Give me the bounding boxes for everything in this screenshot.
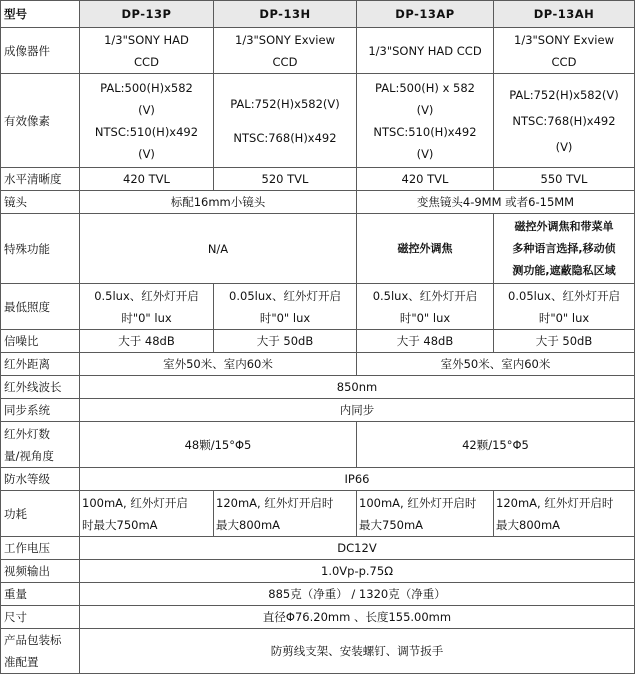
cell-waterproof: IP66 — [80, 468, 635, 491]
cell-text: 1/3"SONY Exview — [235, 32, 335, 47]
cell-text: 最大800mA — [496, 517, 561, 532]
cell-power-h — [214, 491, 357, 537]
cell-size: 直径Φ76.20mm 、长度155.00mm — [80, 606, 635, 629]
row-lens — [1, 191, 635, 214]
cell-min-lux-ap — [357, 284, 494, 330]
cell-text: 多种语言选择,移动侦 — [512, 241, 616, 255]
row-ir-wavelength — [1, 376, 635, 399]
row-sensor — [1, 28, 635, 74]
row-package — [1, 629, 635, 674]
cell-snr-p: 大于 48dB — [80, 330, 214, 353]
cell-video-out: 1.0Vp-p.75Ω — [80, 560, 635, 583]
cell-sync: 内同步 — [80, 399, 635, 422]
row-ir-distance — [1, 353, 635, 376]
cell-text: 红外灯数 — [4, 426, 50, 441]
cell-sensor-ah — [494, 28, 635, 74]
row-label-voltage: 工作电压 — [1, 537, 80, 560]
row-snr — [1, 330, 635, 353]
model-dp-13p: DP-13P — [80, 1, 214, 28]
cell-ir-leds-left: 48颗/15°Φ5 — [80, 422, 357, 468]
row-weight — [1, 583, 635, 606]
cell-text: 1/3"SONY Exview — [514, 32, 614, 47]
cell-lens-zoom: 变焦镜头4-9MM 或者6-15MM — [357, 191, 635, 214]
cell-text: 测功能,遮蔽隐私区域 — [512, 263, 616, 277]
row-label-resolution: 水平清晰度 — [1, 168, 80, 191]
cell-text: 时"0" lux — [538, 310, 590, 325]
cell-text: PAL:752(H)x582(V) — [509, 87, 619, 102]
cell-power-ap — [357, 491, 494, 537]
header-row — [1, 1, 635, 28]
model-dp-13ap: DP-13AP — [357, 1, 494, 28]
cell-text: CCD — [134, 54, 159, 69]
cell-ir-wavelength: 850nm — [80, 376, 635, 399]
cell-text: 时"0" lux — [399, 310, 451, 325]
cell-text: (V) — [138, 146, 155, 161]
cell-text: 120mA, 红外灯开启时 — [216, 495, 334, 510]
cell-ir-distance-left: 室外50米、室内60米 — [80, 353, 357, 376]
model-dp-13h: DP-13H — [214, 1, 357, 28]
cell-sensor-ap: 1/3"SONY HAD CCD — [357, 28, 494, 74]
cell-sensor-h — [214, 28, 357, 74]
model-dp-13ah: DP-13AH — [494, 1, 635, 28]
cell-text: NTSC:768(H)x492 — [512, 113, 616, 128]
cell-min-lux-p — [80, 284, 214, 330]
row-label-ir-distance: 红外距离 — [1, 353, 80, 376]
row-label-package — [1, 629, 80, 674]
row-label-video-out: 视频输出 — [1, 560, 80, 583]
row-label-weight: 重量 — [1, 583, 80, 606]
row-video-out — [1, 560, 635, 583]
cell-lens-fixed: 标配16mm小镜头 — [80, 191, 357, 214]
cell-text: 100mA, 红外灯开启时 — [359, 495, 477, 510]
cell-text: 最大800mA — [216, 517, 281, 532]
cell-text: 产品包装标 — [4, 633, 62, 647]
row-label-waterproof: 防水等级 — [1, 468, 80, 491]
row-label-ir-wavelength: 红外线波长 — [1, 376, 80, 399]
cell-weight: 885克（净重） / 1320克（净重） — [80, 583, 635, 606]
cell-sensor-p — [80, 28, 214, 74]
row-label-sync: 同步系统 — [1, 399, 80, 422]
cell-text: (V) — [138, 102, 155, 117]
cell-text: 120mA, 红外灯开启时 — [496, 495, 614, 510]
row-min-lux — [1, 284, 635, 330]
cell-pixels-ap — [357, 74, 494, 168]
cell-min-lux-ah — [494, 284, 635, 330]
row-waterproof — [1, 468, 635, 491]
cell-text: 时最大750mA — [82, 517, 158, 532]
cell-voltage: DC12V — [80, 537, 635, 560]
cell-text: 量/视角度 — [4, 448, 54, 463]
row-sync — [1, 399, 635, 422]
row-size — [1, 606, 635, 629]
row-power — [1, 491, 635, 537]
row-label-ir-leds — [1, 422, 80, 468]
cell-text: 0.05lux、红外灯开启 — [508, 288, 620, 303]
cell-text: 磁控外调焦和带菜单 — [514, 219, 614, 233]
row-label-model: 型号 — [1, 1, 80, 28]
cell-text: PAL:500(H) x 582 — [375, 80, 475, 95]
cell-snr-ah: 大于 50dB — [494, 330, 635, 353]
cell-text: NTSC:768(H)x492 — [233, 130, 337, 145]
cell-snr-h: 大于 50dB — [214, 330, 357, 353]
cell-resolution-p: 420 TVL — [80, 168, 214, 191]
cell-text: (V) — [555, 139, 573, 154]
cell-text: 0.05lux、红外灯开启 — [229, 288, 341, 303]
cell-text: 时"0" lux — [121, 310, 172, 325]
cell-min-lux-h — [214, 284, 357, 330]
cell-text: PAL:752(H)x582(V) — [230, 96, 340, 111]
cell-special-ap: 磁控外调焦 — [357, 214, 494, 284]
row-special — [1, 214, 635, 284]
cell-resolution-h: 520 TVL — [214, 168, 357, 191]
cell-text: (V) — [416, 102, 434, 117]
cell-ir-leds-right: 42颗/15°Φ5 — [357, 422, 635, 468]
cell-text: (V) — [416, 146, 434, 161]
cell-text: NTSC:510(H)x492 — [373, 124, 477, 139]
row-ir-leds — [1, 422, 635, 468]
cell-ir-distance-right: 室外50米、室内60米 — [357, 353, 635, 376]
cell-pixels-p — [80, 74, 214, 168]
cell-pixels-h — [214, 74, 357, 168]
cell-text: NTSC:510(H)x492 — [94, 124, 199, 139]
cell-text: 最大750mA — [359, 517, 424, 532]
row-label-pixels: 有效像素 — [1, 74, 80, 168]
cell-text: CCD — [551, 54, 577, 69]
row-label-lens: 镜头 — [1, 191, 80, 214]
cell-text: 时"0" lux — [259, 310, 311, 325]
row-label-power: 功耗 — [1, 491, 80, 537]
row-label-size: 尺寸 — [1, 606, 80, 629]
cell-snr-ap: 大于 48dB — [357, 330, 494, 353]
cell-power-ah — [494, 491, 635, 537]
cell-text: 1/3"SONY HAD — [104, 32, 189, 47]
row-label-special: 特殊功能 — [1, 214, 80, 284]
cell-text: 100mA, 红外灯开启 — [82, 495, 188, 510]
row-label-snr: 信噪比 — [1, 330, 80, 353]
cell-special-na: N/A — [80, 214, 357, 284]
row-resolution — [1, 168, 635, 191]
cell-text: 0.5lux、红外灯开启 — [94, 288, 199, 303]
cell-package: 防剪线支架、安装螺钉、调节扳手 — [80, 629, 635, 674]
row-pixels — [1, 74, 635, 168]
cell-power-p — [80, 491, 214, 537]
cell-text: 0.5lux、红外灯开启 — [372, 288, 478, 303]
row-label-min-lux: 最低照度 — [1, 284, 80, 330]
row-voltage — [1, 537, 635, 560]
cell-resolution-ah: 550 TVL — [494, 168, 635, 191]
cell-text: CCD — [272, 54, 298, 69]
row-label-sensor: 成像器件 — [1, 28, 80, 74]
cell-pixels-ah — [494, 74, 635, 168]
cell-special-ah — [494, 214, 635, 284]
cell-resolution-ap: 420 TVL — [357, 168, 494, 191]
cell-text: PAL:500(H)x582 — [100, 80, 193, 95]
cell-text: 准配置 — [4, 655, 39, 669]
